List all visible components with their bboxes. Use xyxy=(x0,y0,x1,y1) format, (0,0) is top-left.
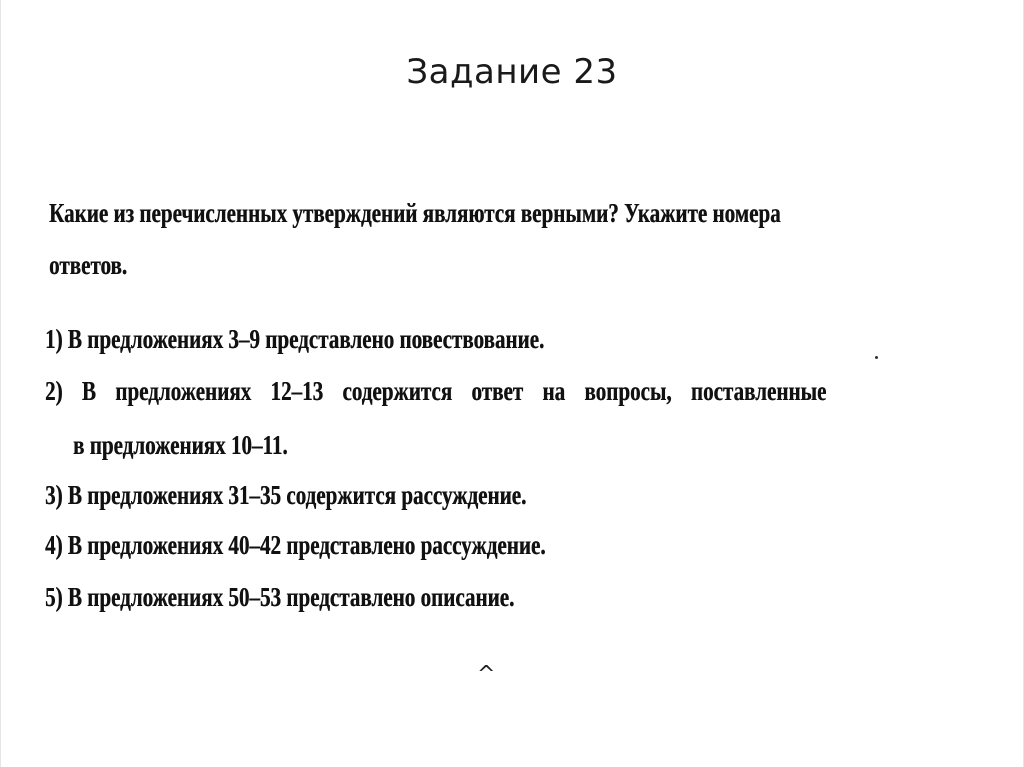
answer-option-2-continuation: в предложениях 10–11. xyxy=(73,430,288,460)
caret-mark: ^ xyxy=(477,662,496,687)
scan-speck xyxy=(875,356,878,359)
scanned-task-image xyxy=(43,188,903,708)
question-text-line-2: ответов. xyxy=(49,250,128,280)
slide-title: Задание 23 xyxy=(406,52,618,92)
question-text-line-1: Какие из перечисленных утверждений являются верными? Укажите номера xyxy=(49,198,781,228)
answer-option-1: 1) В предложениях 3–9 представлено повествование. xyxy=(45,324,545,354)
answer-option-4: 4) В предложениях 40–42 представлено рассуждение. xyxy=(45,530,546,560)
answer-option-3: 3) В предложениях 31–35 содержится рассуждение. xyxy=(45,480,527,510)
answer-option-2: 2) В предложениях 12–13 содержится ответ на вопросы, поставленные xyxy=(45,376,827,406)
answer-option-5: 5) В предложениях 50–53 представлено описание. xyxy=(45,582,515,612)
